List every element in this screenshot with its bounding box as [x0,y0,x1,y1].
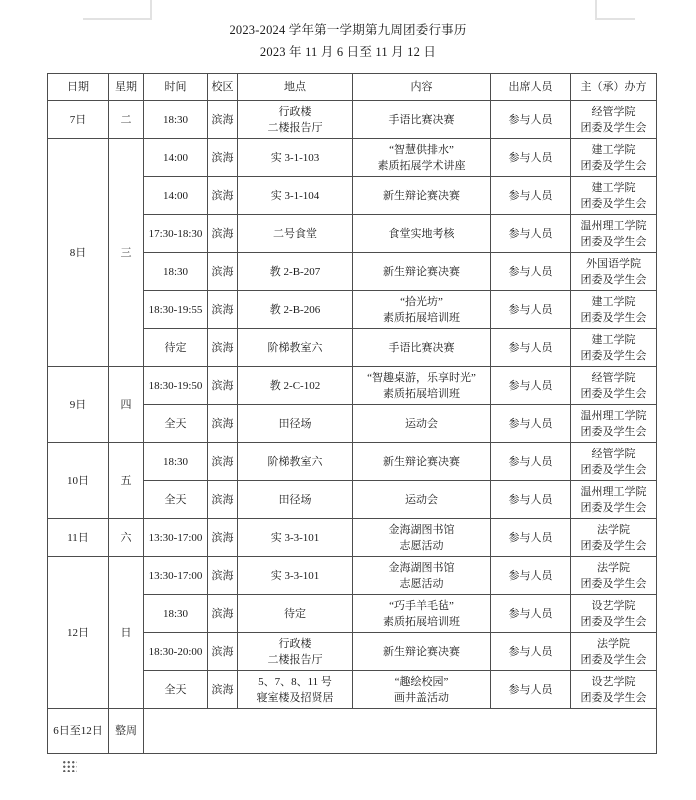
location-cell: 阶梯教室六 [238,443,353,481]
time-cell: 13:30-17:00 [144,557,208,595]
content-cell: 运动会 [353,405,491,443]
time-cell: 18:30-19:55 [144,291,208,329]
time-cell: 18:30 [144,253,208,291]
col-header-organizer: 主（承）办方 [571,74,657,101]
organizer-cell: 建工学院 团委及学生会 [571,291,657,329]
time-cell: 全天 [144,481,208,519]
col-header-time: 时间 [144,74,208,101]
time-cell: 17:30-18:30 [144,215,208,253]
campus-cell: 滨海 [208,405,238,443]
weekday-cell: 日 [109,557,144,709]
attendees-cell: 参与人员 [491,139,571,177]
campus-cell: 滨海 [208,253,238,291]
campus-cell: 滨海 [208,101,238,139]
time-cell: 14:00 [144,139,208,177]
empty-cell [144,709,657,754]
content-cell: 金海湖图书馆 志愿活动 [353,519,491,557]
content-cell: “智慧供排水” 素质拓展学术讲座 [353,139,491,177]
table-row [48,139,657,177]
attendees-cell: 参与人员 [491,329,571,367]
col-header-campus: 校区 [208,74,238,101]
campus-cell: 滨海 [208,595,238,633]
table-row [48,557,657,595]
attendees-cell: 参与人员 [491,595,571,633]
page-margin-corner-mark-left [83,0,152,20]
organizer-cell: 法学院 团委及学生会 [571,519,657,557]
content-cell: 运动会 [353,481,491,519]
date-cell: 8日 [48,139,109,367]
location-cell: 二号食堂 [238,215,353,253]
col-header-attendees: 出席人员 [491,74,571,101]
campus-cell: 滨海 [208,177,238,215]
organizer-cell: 外国语学院 团委及学生会 [571,253,657,291]
weekday-cell: 六 [109,519,144,557]
date-cell: 6日至12日 [48,709,109,754]
time-cell: 18:30 [144,595,208,633]
location-cell: 待定 [238,595,353,633]
weekday-cell: 四 [109,367,144,443]
attendees-cell: 参与人员 [491,253,571,291]
campus-cell: 滨海 [208,443,238,481]
location-cell: 5、7、8、11 号 寝室楼及招贤居 [238,671,353,709]
attendees-cell: 参与人员 [491,101,571,139]
organizer-cell: 温州理工学院 团委及学生会 [571,215,657,253]
content-cell: “趣绘校园” 画井盖活动 [353,671,491,709]
campus-cell: 滨海 [208,557,238,595]
location-cell: 教 2-B-206 [238,291,353,329]
campus-cell: 滨海 [208,671,238,709]
organizer-cell: 法学院 团委及学生会 [571,633,657,671]
drag-handle-dots-icon[interactable] [61,759,77,772]
location-cell: 行政楼 二楼报告厅 [238,633,353,671]
time-cell: 18:30 [144,443,208,481]
content-cell: “巧手羊毛毡” 素质拓展培训班 [353,595,491,633]
attendees-cell: 参与人员 [491,671,571,709]
time-cell: 全天 [144,671,208,709]
organizer-cell: 温州理工学院 团委及学生会 [571,405,657,443]
weekday-cell: 五 [109,443,144,519]
location-cell: 实 3-1-104 [238,177,353,215]
table-row [48,443,657,481]
content-cell: 新生辩论赛决赛 [353,253,491,291]
campus-cell: 滨海 [208,215,238,253]
campus-cell: 滨海 [208,139,238,177]
col-header-content: 内容 [353,74,491,101]
content-cell: 金海湖图书馆 志愿活动 [353,557,491,595]
content-cell: 新生辩论赛决赛 [353,443,491,481]
weekday-cell: 二 [109,101,144,139]
time-cell: 18:30-19:50 [144,367,208,405]
attendees-cell: 参与人员 [491,177,571,215]
attendees-cell: 参与人员 [491,367,571,405]
attendees-cell: 参与人员 [491,443,571,481]
organizer-cell: 温州理工学院 团委及学生会 [571,481,657,519]
date-cell: 10日 [48,443,109,519]
content-cell: “智趣桌游，乐享时光” 素质拓展培训班 [353,367,491,405]
campus-cell: 滨海 [208,329,238,367]
page-subtitle: 2023 年 11 月 6 日至 11 月 12 日 [259,45,437,59]
organizer-cell: 法学院 团委及学生会 [571,557,657,595]
location-cell: 田径场 [238,481,353,519]
attendees-cell: 参与人员 [491,215,571,253]
time-cell: 18:30 [144,101,208,139]
time-cell: 13:30-17:00 [144,519,208,557]
location-cell: 阶梯教室六 [238,329,353,367]
content-cell: 新生辩论赛决赛 [353,177,491,215]
date-cell: 7日 [48,101,109,139]
organizer-cell: 经管学院 团委及学生会 [571,443,657,481]
content-cell: 食堂实地考核 [353,215,491,253]
organizer-cell: 设艺学院 团委及学生会 [571,671,657,709]
location-cell: 教 2-B-207 [238,253,353,291]
campus-cell: 滨海 [208,633,238,671]
content-cell: 新生辩论赛决赛 [353,633,491,671]
organizer-cell: 经管学院 团委及学生会 [571,101,657,139]
col-header-weekday: 星期 [109,74,144,101]
organizer-cell: 建工学院 团委及学生会 [571,139,657,177]
location-cell: 田径场 [238,405,353,443]
attendees-cell: 参与人员 [491,405,571,443]
table-row [48,519,657,557]
table-row [48,101,657,139]
campus-cell: 滨海 [208,519,238,557]
attendees-cell: 参与人员 [491,519,571,557]
col-header-location: 地点 [238,74,353,101]
location-cell: 行政楼 二楼报告厅 [238,101,353,139]
page-title: 2023-2024 学年第一学期第九周团委行事历 [229,23,467,37]
document-header [0,19,696,63]
content-cell: 手语比赛决赛 [353,101,491,139]
weekday-cell: 整周 [109,709,144,754]
page-margin-corner-mark-right [595,0,635,20]
campus-cell: 滨海 [208,367,238,405]
table-row [48,367,657,405]
weekday-cell: 三 [109,139,144,367]
location-cell: 实 3-3-101 [238,557,353,595]
time-cell: 全天 [144,405,208,443]
organizer-cell: 设艺学院 团委及学生会 [571,595,657,633]
location-cell: 实 3-1-103 [238,139,353,177]
location-cell: 教 2-C-102 [238,367,353,405]
col-header-date: 日期 [48,74,109,101]
campus-cell: 滨海 [208,481,238,519]
organizer-cell: 建工学院 团委及学生会 [571,177,657,215]
header-row [48,74,657,101]
attendees-cell: 参与人员 [491,291,571,329]
organizer-cell: 经管学院 团委及学生会 [571,367,657,405]
location-cell: 实 3-3-101 [238,519,353,557]
attendees-cell: 参与人员 [491,557,571,595]
time-cell: 18:30-20:00 [144,633,208,671]
time-cell: 14:00 [144,177,208,215]
schedule-table [47,73,657,754]
date-cell: 11日 [48,519,109,557]
attendees-cell: 参与人员 [491,481,571,519]
date-cell: 12日 [48,557,109,709]
organizer-cell: 建工学院 团委及学生会 [571,329,657,367]
campus-cell: 滨海 [208,291,238,329]
content-cell: 手语比赛决赛 [353,329,491,367]
content-cell: “拾光坊” 素质拓展培训班 [353,291,491,329]
date-cell: 9日 [48,367,109,443]
attendees-cell: 参与人员 [491,633,571,671]
time-cell: 待定 [144,329,208,367]
table-row-whole-week [48,709,657,754]
